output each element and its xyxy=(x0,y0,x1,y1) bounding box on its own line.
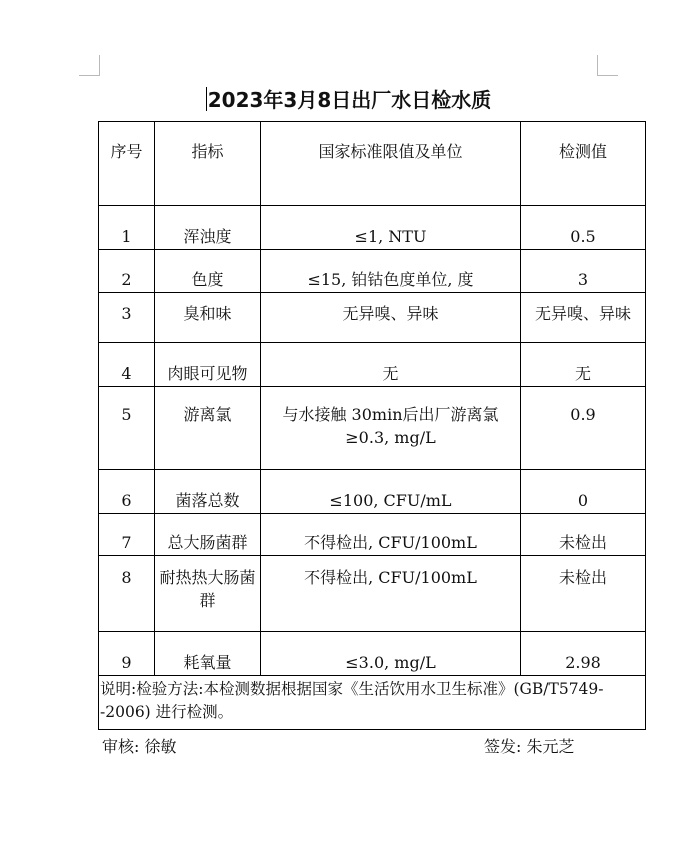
row-item: 浑浊度 xyxy=(155,206,261,250)
page-corner-mark-top-left xyxy=(79,55,100,76)
row-no: 3 xyxy=(99,293,155,343)
table-row xyxy=(99,632,646,676)
table-row xyxy=(99,556,646,632)
row-value: 未检出 xyxy=(521,556,646,632)
header-value: 检测值 xyxy=(521,122,646,206)
row-limit: ≤100, CFU/mL xyxy=(261,470,521,514)
row-limit: 无异嗅、异味 xyxy=(261,293,521,343)
row-no: 5 xyxy=(99,387,155,470)
row-item: 色度 xyxy=(155,250,261,293)
table-row xyxy=(99,514,646,556)
row-limit: 无 xyxy=(261,343,521,387)
row-no: 6 xyxy=(99,470,155,514)
table-row xyxy=(99,387,646,470)
row-limit: ≤1, NTU xyxy=(261,206,521,250)
text-cursor xyxy=(206,87,207,111)
row-limit: 不得检出, CFU/100mL xyxy=(261,556,521,632)
row-item: 菌落总数 xyxy=(155,470,261,514)
row-no: 9 xyxy=(99,632,155,676)
row-item: 总大肠菌群 xyxy=(155,514,261,556)
row-limit: ≤15, 铂钴色度单位, 度 xyxy=(261,250,521,293)
row-no: 8 xyxy=(99,556,155,632)
row-value: 无异嗅、异味 xyxy=(521,293,646,343)
document-title-text: 2023年3月8日出厂水日检水质 xyxy=(207,88,492,112)
row-value: 无 xyxy=(521,343,646,387)
row-limit: 与水接触 30min后出厂游离氯≥0.3, mg/L xyxy=(261,387,521,470)
row-item: 耐热热大肠菌群 xyxy=(155,556,261,632)
row-value: 0.5 xyxy=(521,206,646,250)
document-title xyxy=(0,84,697,113)
row-item: 耗氧量 xyxy=(155,632,261,676)
row-no: 1 xyxy=(99,206,155,250)
table-header-row xyxy=(99,122,646,206)
table-row xyxy=(99,470,646,514)
row-value: 3 xyxy=(521,250,646,293)
table-row xyxy=(99,343,646,387)
row-limit: ≤3.0, mg/L xyxy=(261,632,521,676)
row-value: 2.98 xyxy=(521,632,646,676)
page-corner-mark-top-right xyxy=(597,55,618,76)
table-note-row xyxy=(99,676,646,730)
table-row xyxy=(99,250,646,293)
issuer-signature: 签发: 朱元芝 xyxy=(484,737,575,756)
header-limit: 国家标准限值及单位 xyxy=(261,122,521,206)
row-value: 未检出 xyxy=(521,514,646,556)
table-row xyxy=(99,206,646,250)
row-value: 0.9 xyxy=(521,387,646,470)
row-no: 2 xyxy=(99,250,155,293)
header-item: 指标 xyxy=(155,122,261,206)
row-item: 肉眼可见物 xyxy=(155,343,261,387)
row-value: 0 xyxy=(521,470,646,514)
row-no: 4 xyxy=(99,343,155,387)
row-item: 游离氯 xyxy=(155,387,261,470)
table-row xyxy=(99,293,646,343)
reviewer-signature: 审核: 徐敏 xyxy=(102,737,177,756)
header-no: 序号 xyxy=(99,122,155,206)
row-item: 臭和味 xyxy=(155,293,261,343)
water-quality-table xyxy=(98,121,646,730)
row-no: 7 xyxy=(99,514,155,556)
row-limit: 不得检出, CFU/100mL xyxy=(261,514,521,556)
table-note: 说明:检验方法:本检测数据根据国家《生活饮用水卫生标准》(GB/T5749--2006) 进行检测。 xyxy=(99,676,646,730)
